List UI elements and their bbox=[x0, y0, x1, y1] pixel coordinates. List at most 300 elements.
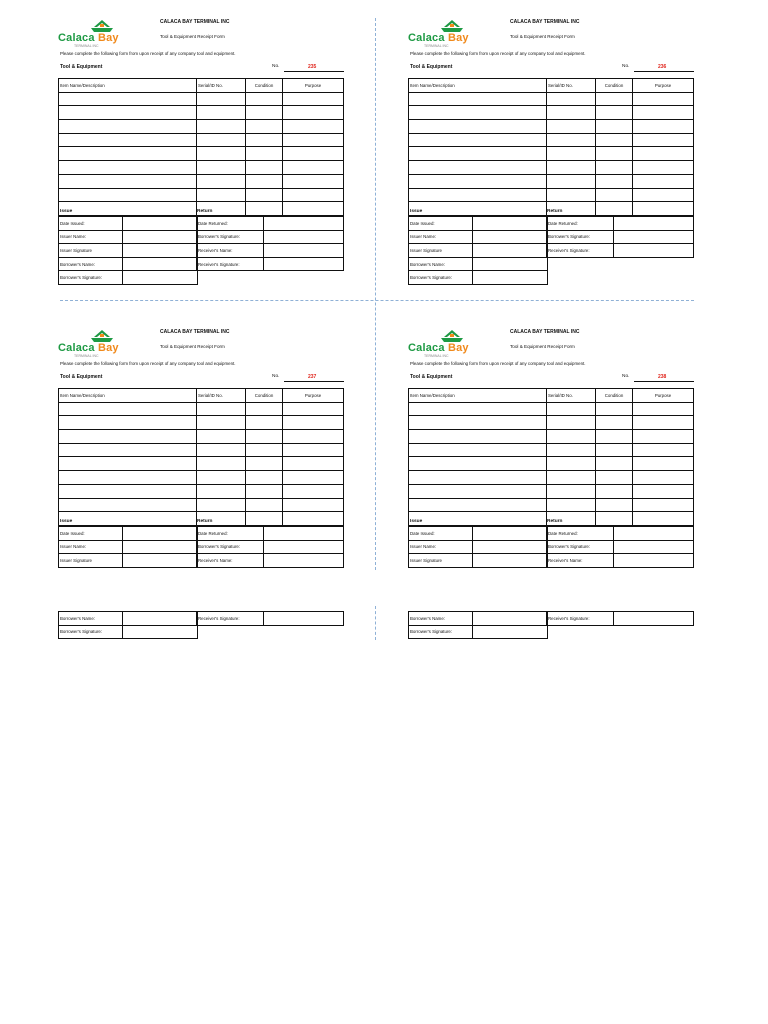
issuer-signature-label: Issuer Signature bbox=[59, 554, 123, 568]
item-name-cell[interactable] bbox=[409, 174, 547, 188]
issuer-signature-field[interactable] bbox=[473, 244, 548, 258]
serial-cell[interactable] bbox=[547, 106, 596, 120]
receivers-signature-label: Receiver's Signature: bbox=[197, 612, 264, 626]
condition-cell[interactable] bbox=[246, 402, 283, 416]
items-table bbox=[58, 388, 344, 526]
item-row bbox=[409, 106, 694, 120]
issue-table bbox=[408, 216, 548, 285]
return-title: Return bbox=[197, 209, 213, 214]
date-returned-field[interactable] bbox=[614, 527, 694, 541]
horizontal-cut-line bbox=[60, 300, 694, 301]
purpose-cell[interactable] bbox=[633, 457, 694, 471]
condition-cell[interactable] bbox=[596, 188, 633, 202]
receivers-name-field[interactable] bbox=[264, 554, 344, 568]
item-row bbox=[59, 92, 344, 106]
item-name-cell[interactable] bbox=[59, 120, 197, 134]
condition-cell[interactable] bbox=[246, 430, 283, 444]
issuer-signature-field[interactable] bbox=[123, 244, 198, 258]
borrowers-name-label: Borrower's Name: bbox=[59, 257, 123, 271]
calaca-bay-logo bbox=[408, 18, 480, 46]
item-row bbox=[409, 147, 694, 161]
item-name-cell[interactable] bbox=[409, 92, 547, 106]
serial-cell[interactable] bbox=[197, 161, 246, 175]
return-table bbox=[546, 216, 694, 258]
issue-title: Issue bbox=[60, 519, 73, 524]
items-header-row bbox=[409, 389, 694, 403]
serial-cell[interactable] bbox=[197, 147, 246, 161]
condition-cell[interactable] bbox=[596, 161, 633, 175]
item-name-cell[interactable] bbox=[409, 147, 547, 161]
header-item-name: Item Name/Description bbox=[59, 389, 197, 403]
borrowers-name-label: Borrower's Name: bbox=[59, 612, 123, 626]
item-name-cell[interactable] bbox=[59, 147, 197, 161]
number-label: No. bbox=[622, 374, 630, 379]
item-row bbox=[409, 174, 694, 188]
issue-table bbox=[58, 526, 198, 568]
receipt-form-235 bbox=[58, 18, 348, 290]
item-name-cell[interactable] bbox=[59, 430, 197, 444]
purpose-cell[interactable] bbox=[633, 430, 694, 444]
purpose-cell[interactable] bbox=[633, 106, 694, 120]
date-returned-label: Date Returned: bbox=[547, 217, 614, 231]
issuer-name-label: Issuer Name: bbox=[409, 230, 473, 244]
purpose-cell[interactable] bbox=[283, 161, 344, 175]
item-name-cell[interactable] bbox=[59, 416, 197, 430]
condition-cell[interactable] bbox=[246, 457, 283, 471]
purpose-cell[interactable] bbox=[633, 416, 694, 430]
borrowers-name-field[interactable] bbox=[123, 257, 198, 271]
serial-cell[interactable] bbox=[547, 161, 596, 175]
borrowers-name-label: Borrower's Name: bbox=[409, 612, 473, 626]
borrowers-signature-label: Borrower's Signature: bbox=[59, 625, 123, 639]
issuer-signature-field[interactable] bbox=[473, 554, 548, 568]
issue-title: Issue bbox=[410, 209, 423, 214]
purpose-cell[interactable] bbox=[633, 147, 694, 161]
purpose-cell[interactable] bbox=[283, 443, 344, 457]
item-row bbox=[409, 484, 694, 498]
item-name-cell[interactable] bbox=[409, 106, 547, 120]
serial-cell[interactable] bbox=[197, 188, 246, 202]
item-name-cell[interactable] bbox=[409, 120, 547, 134]
purpose-cell[interactable] bbox=[283, 120, 344, 134]
company-name: CALACA BAY TERMINAL INC bbox=[160, 329, 230, 335]
logo-wordmark: Calaca Bay bbox=[58, 32, 119, 44]
serial-cell[interactable] bbox=[197, 120, 246, 134]
condition-cell[interactable] bbox=[596, 484, 633, 498]
item-row bbox=[409, 92, 694, 106]
condition-cell[interactable] bbox=[246, 133, 283, 147]
condition-cell[interactable] bbox=[246, 174, 283, 188]
serial-cell[interactable] bbox=[197, 174, 246, 188]
item-row bbox=[59, 457, 344, 471]
condition-cell[interactable] bbox=[596, 92, 633, 106]
date-issued-field[interactable] bbox=[123, 527, 198, 541]
serial-cell[interactable] bbox=[197, 133, 246, 147]
item-name-cell[interactable] bbox=[409, 161, 547, 175]
number-label: No. bbox=[622, 64, 630, 69]
item-row bbox=[409, 120, 694, 134]
issuer-name-field[interactable] bbox=[123, 230, 198, 244]
serial-cell[interactable] bbox=[547, 120, 596, 134]
items-header-row bbox=[409, 79, 694, 93]
header-item-name: Item Name/Description bbox=[409, 389, 547, 403]
condition-cell[interactable] bbox=[246, 498, 283, 512]
purpose-cell[interactable] bbox=[283, 202, 344, 216]
return-borrowers-signature-field[interactable] bbox=[614, 230, 694, 244]
item-name-cell[interactable] bbox=[59, 106, 197, 120]
borrowers-name-field[interactable] bbox=[473, 257, 548, 271]
company-name: CALACA BAY TERMINAL INC bbox=[510, 329, 580, 335]
serial-cell[interactable] bbox=[197, 106, 246, 120]
issuer-name-label: Issuer Name: bbox=[409, 540, 473, 554]
item-row bbox=[59, 133, 344, 147]
item-row bbox=[59, 416, 344, 430]
item-name-cell[interactable] bbox=[59, 188, 197, 202]
form-number: 237 bbox=[308, 374, 317, 380]
condition-cell[interactable] bbox=[246, 443, 283, 457]
item-row bbox=[59, 161, 344, 175]
condition-cell[interactable] bbox=[596, 512, 633, 526]
item-name-cell[interactable] bbox=[59, 202, 197, 216]
purpose-cell[interactable] bbox=[283, 416, 344, 430]
serial-cell[interactable] bbox=[197, 402, 246, 416]
issue-title: Issue bbox=[60, 209, 73, 214]
purpose-cell[interactable] bbox=[633, 92, 694, 106]
serial-cell[interactable] bbox=[197, 92, 246, 106]
item-row bbox=[409, 471, 694, 485]
purpose-cell[interactable] bbox=[283, 512, 344, 526]
form-title: Tool & Equipment Receipt Form bbox=[160, 344, 225, 349]
continued-issue-table bbox=[58, 611, 198, 639]
purpose-cell[interactable] bbox=[633, 402, 694, 416]
purpose-cell[interactable] bbox=[633, 174, 694, 188]
return-borrowers-signature-field[interactable] bbox=[264, 230, 344, 244]
serial-cell[interactable] bbox=[197, 471, 246, 485]
purpose-cell[interactable] bbox=[633, 133, 694, 147]
return-borrowers-signature-field[interactable] bbox=[614, 540, 694, 554]
receivers-signature-label: Receiver's Signature: bbox=[197, 257, 264, 271]
date-issued-label: Date Issued: bbox=[409, 217, 473, 231]
purpose-cell[interactable] bbox=[283, 430, 344, 444]
serial-cell[interactable] bbox=[547, 147, 596, 161]
borrowers-signature-field[interactable] bbox=[473, 625, 548, 639]
serial-cell[interactable] bbox=[547, 498, 596, 512]
purpose-cell[interactable] bbox=[283, 457, 344, 471]
condition-cell[interactable] bbox=[596, 147, 633, 161]
serial-cell[interactable] bbox=[547, 430, 596, 444]
continued-return-table bbox=[196, 611, 344, 626]
date-returned-label: Date Returned: bbox=[547, 527, 614, 541]
logo-wordmark: Calaca Bay bbox=[408, 342, 469, 354]
item-name-cell[interactable] bbox=[59, 484, 197, 498]
borrowers-signature-field[interactable] bbox=[473, 271, 548, 285]
form-number: 235 bbox=[308, 64, 317, 70]
item-row bbox=[409, 443, 694, 457]
header-purpose: Purpose bbox=[633, 79, 694, 93]
header-serial: Serial/ID No. bbox=[197, 79, 246, 93]
header-condition: Condition bbox=[246, 389, 283, 403]
purpose-cell[interactable] bbox=[633, 120, 694, 134]
condition-cell[interactable] bbox=[246, 106, 283, 120]
condition-cell[interactable] bbox=[596, 430, 633, 444]
item-row bbox=[409, 133, 694, 147]
item-name-cell[interactable] bbox=[409, 498, 547, 512]
form-title: Tool & Equipment Receipt Form bbox=[160, 34, 225, 39]
condition-cell[interactable] bbox=[596, 498, 633, 512]
item-row bbox=[59, 147, 344, 161]
item-row bbox=[59, 188, 344, 202]
condition-cell[interactable] bbox=[596, 471, 633, 485]
header-condition: Condition bbox=[596, 79, 633, 93]
serial-cell[interactable] bbox=[547, 416, 596, 430]
item-name-cell[interactable] bbox=[409, 430, 547, 444]
item-row bbox=[409, 498, 694, 512]
condition-cell[interactable] bbox=[246, 92, 283, 106]
borrowers-signature-field[interactable] bbox=[123, 625, 198, 639]
section-title: Tool & Equipment bbox=[60, 374, 103, 380]
return-borrowers-signature-field[interactable] bbox=[264, 540, 344, 554]
issuer-name-field[interactable] bbox=[473, 540, 548, 554]
receivers-name-field[interactable] bbox=[264, 244, 344, 258]
item-name-cell[interactable] bbox=[59, 443, 197, 457]
serial-cell[interactable] bbox=[197, 443, 246, 457]
receivers-signature-field[interactable] bbox=[614, 612, 694, 626]
item-row bbox=[409, 188, 694, 202]
date-issued-label: Date Issued: bbox=[59, 527, 123, 541]
item-name-cell[interactable] bbox=[409, 202, 547, 216]
item-name-cell[interactable] bbox=[409, 133, 547, 147]
receipt-form-237 bbox=[58, 328, 348, 640]
purpose-cell[interactable] bbox=[283, 484, 344, 498]
date-issued-label: Date Issued: bbox=[409, 527, 473, 541]
purpose-cell[interactable] bbox=[633, 512, 694, 526]
item-row bbox=[59, 174, 344, 188]
receivers-signature-field[interactable] bbox=[264, 257, 344, 271]
header-item-name: Item Name/Description bbox=[409, 79, 547, 93]
condition-cell[interactable] bbox=[596, 416, 633, 430]
item-row bbox=[59, 498, 344, 512]
issuer-signature-label: Issuer Signature bbox=[409, 244, 473, 258]
header-condition: Condition bbox=[246, 79, 283, 93]
serial-cell[interactable] bbox=[547, 174, 596, 188]
return-borrowers-signature-label: Borrower's Signature: bbox=[197, 540, 264, 554]
item-name-cell[interactable] bbox=[409, 402, 547, 416]
purpose-cell[interactable] bbox=[633, 484, 694, 498]
issuer-signature-field[interactable] bbox=[123, 554, 198, 568]
date-returned-field[interactable] bbox=[614, 217, 694, 231]
purpose-cell[interactable] bbox=[633, 498, 694, 512]
item-name-cell[interactable] bbox=[409, 416, 547, 430]
issue-table bbox=[408, 526, 548, 568]
item-row bbox=[409, 416, 694, 430]
condition-cell[interactable] bbox=[246, 484, 283, 498]
condition-cell[interactable] bbox=[596, 457, 633, 471]
serial-cell[interactable] bbox=[197, 457, 246, 471]
serial-cell[interactable] bbox=[547, 402, 596, 416]
borrowers-name-field[interactable] bbox=[123, 612, 198, 626]
items-table bbox=[408, 78, 694, 216]
serial-cell[interactable] bbox=[547, 133, 596, 147]
date-issued-field[interactable] bbox=[123, 217, 198, 231]
return-borrowers-signature-label: Borrower's Signature: bbox=[197, 230, 264, 244]
serial-cell[interactable] bbox=[547, 471, 596, 485]
continued-return-table bbox=[546, 611, 694, 626]
company-name: CALACA BAY TERMINAL INC bbox=[160, 19, 230, 25]
serial-cell[interactable] bbox=[547, 457, 596, 471]
date-returned-field[interactable] bbox=[264, 217, 344, 231]
item-name-cell[interactable] bbox=[409, 471, 547, 485]
return-title: Return bbox=[547, 209, 563, 214]
logo-tagline: TERMINAL INC bbox=[74, 44, 99, 48]
return-title: Return bbox=[547, 519, 563, 524]
condition-cell[interactable] bbox=[246, 161, 283, 175]
item-name-cell[interactable] bbox=[59, 512, 197, 526]
issuer-signature-label: Issuer Signature bbox=[59, 244, 123, 258]
item-row bbox=[59, 402, 344, 416]
item-name-cell[interactable] bbox=[59, 402, 197, 416]
borrowers-signature-label: Borrower's Signature: bbox=[59, 271, 123, 285]
serial-cell[interactable] bbox=[197, 416, 246, 430]
purpose-cell[interactable] bbox=[283, 471, 344, 485]
receivers-signature-label: Receiver's Signature: bbox=[547, 612, 614, 626]
logo-tagline: TERMINAL INC bbox=[74, 354, 99, 358]
item-name-cell[interactable] bbox=[409, 443, 547, 457]
condition-cell[interactable] bbox=[596, 443, 633, 457]
item-row bbox=[59, 120, 344, 134]
header-condition: Condition bbox=[596, 389, 633, 403]
return-borrowers-signature-label: Borrower's Signature: bbox=[547, 540, 614, 554]
return-title: Return bbox=[197, 519, 213, 524]
condition-cell[interactable] bbox=[246, 202, 283, 216]
date-returned-label: Date Returned: bbox=[197, 217, 264, 231]
receivers-signature-field[interactable] bbox=[614, 244, 694, 258]
condition-cell[interactable] bbox=[596, 120, 633, 134]
continued-issue-table bbox=[408, 611, 548, 639]
date-returned-field[interactable] bbox=[264, 527, 344, 541]
receipt-form-238 bbox=[408, 328, 698, 640]
item-name-cell[interactable] bbox=[409, 512, 547, 526]
item-name-cell[interactable] bbox=[59, 133, 197, 147]
return-table bbox=[196, 216, 344, 271]
purpose-cell[interactable] bbox=[283, 498, 344, 512]
serial-cell[interactable] bbox=[547, 443, 596, 457]
header-purpose: Purpose bbox=[283, 79, 344, 93]
purpose-cell[interactable] bbox=[633, 471, 694, 485]
instruction-text: Please complete the following form from upon receipt of any company tool and equipment. bbox=[410, 51, 586, 56]
serial-cell[interactable] bbox=[197, 484, 246, 498]
serial-cell[interactable] bbox=[547, 92, 596, 106]
date-issued-label: Date Issued: bbox=[59, 217, 123, 231]
receivers-name-label: Receiver's Name: bbox=[547, 554, 614, 568]
calaca-bay-logo bbox=[58, 328, 130, 356]
date-issued-field[interactable] bbox=[473, 527, 548, 541]
serial-cell[interactable] bbox=[547, 484, 596, 498]
date-issued-field[interactable] bbox=[473, 217, 548, 231]
receipt-form-236 bbox=[408, 18, 698, 290]
item-name-cell[interactable] bbox=[59, 498, 197, 512]
calaca-bay-logo bbox=[58, 18, 130, 46]
purpose-cell[interactable] bbox=[283, 133, 344, 147]
purpose-cell[interactable] bbox=[633, 161, 694, 175]
item-name-cell[interactable] bbox=[409, 457, 547, 471]
header-serial: Serial/ID No. bbox=[197, 389, 246, 403]
condition-cell[interactable] bbox=[246, 471, 283, 485]
header-item-name: Item Name/Description bbox=[59, 79, 197, 93]
return-borrowers-signature-label: Borrower's Signature: bbox=[547, 230, 614, 244]
condition-cell[interactable] bbox=[246, 188, 283, 202]
condition-cell[interactable] bbox=[596, 202, 633, 216]
borrowers-name-field[interactable] bbox=[473, 612, 548, 626]
header-purpose: Purpose bbox=[633, 389, 694, 403]
borrowers-name-label: Borrower's Name: bbox=[409, 257, 473, 271]
purpose-cell[interactable] bbox=[283, 188, 344, 202]
issuer-name-field[interactable] bbox=[473, 230, 548, 244]
receivers-signature-field[interactable] bbox=[264, 612, 344, 626]
item-row bbox=[59, 484, 344, 498]
issuer-name-label: Issuer Name: bbox=[59, 540, 123, 554]
form-number: 238 bbox=[658, 374, 667, 380]
logo-tagline: TERMINAL INC bbox=[424, 44, 449, 48]
item-name-cell[interactable] bbox=[59, 471, 197, 485]
condition-cell[interactable] bbox=[596, 402, 633, 416]
condition-cell[interactable] bbox=[246, 147, 283, 161]
company-name: CALACA BAY TERMINAL INC bbox=[510, 19, 580, 25]
items-header-row bbox=[59, 389, 344, 403]
borrowers-signature-field[interactable] bbox=[123, 271, 198, 285]
logo-wordmark: Calaca Bay bbox=[58, 342, 119, 354]
issuer-name-label: Issuer Name: bbox=[59, 230, 123, 244]
serial-cell[interactable] bbox=[547, 188, 596, 202]
purpose-cell[interactable] bbox=[283, 174, 344, 188]
serial-cell[interactable] bbox=[197, 430, 246, 444]
receivers-name-label: Receiver's Name: bbox=[197, 554, 264, 568]
issuer-name-field[interactable] bbox=[123, 540, 198, 554]
items-table bbox=[58, 78, 344, 216]
purpose-cell[interactable] bbox=[633, 202, 694, 216]
condition-cell[interactable] bbox=[596, 174, 633, 188]
item-name-cell[interactable] bbox=[409, 188, 547, 202]
form-title: Tool & Equipment Receipt Form bbox=[510, 34, 575, 39]
condition-cell[interactable] bbox=[246, 416, 283, 430]
items-table bbox=[408, 388, 694, 526]
condition-cell[interactable] bbox=[596, 133, 633, 147]
purpose-cell[interactable] bbox=[633, 443, 694, 457]
purpose-cell[interactable] bbox=[283, 106, 344, 120]
condition-cell[interactable] bbox=[246, 512, 283, 526]
item-name-cell[interactable] bbox=[59, 161, 197, 175]
section-title: Tool & Equipment bbox=[410, 374, 453, 380]
condition-cell[interactable] bbox=[246, 120, 283, 134]
calaca-bay-logo bbox=[408, 328, 480, 356]
purpose-cell[interactable] bbox=[283, 92, 344, 106]
item-name-cell[interactable] bbox=[59, 174, 197, 188]
item-name-cell[interactable] bbox=[59, 92, 197, 106]
issuer-signature-label: Issuer Signature bbox=[409, 554, 473, 568]
item-name-cell[interactable] bbox=[409, 484, 547, 498]
purpose-cell[interactable] bbox=[283, 402, 344, 416]
items-header-row bbox=[59, 79, 344, 93]
item-row bbox=[59, 443, 344, 457]
issue-table bbox=[58, 216, 198, 285]
vertical-cut-line bbox=[375, 18, 376, 570]
serial-cell[interactable] bbox=[197, 498, 246, 512]
header-serial: Serial/ID No. bbox=[547, 79, 596, 93]
purpose-cell[interactable] bbox=[633, 188, 694, 202]
receivers-name-field[interactable] bbox=[614, 554, 694, 568]
condition-cell[interactable] bbox=[596, 106, 633, 120]
item-name-cell[interactable] bbox=[59, 457, 197, 471]
purpose-cell[interactable] bbox=[283, 147, 344, 161]
